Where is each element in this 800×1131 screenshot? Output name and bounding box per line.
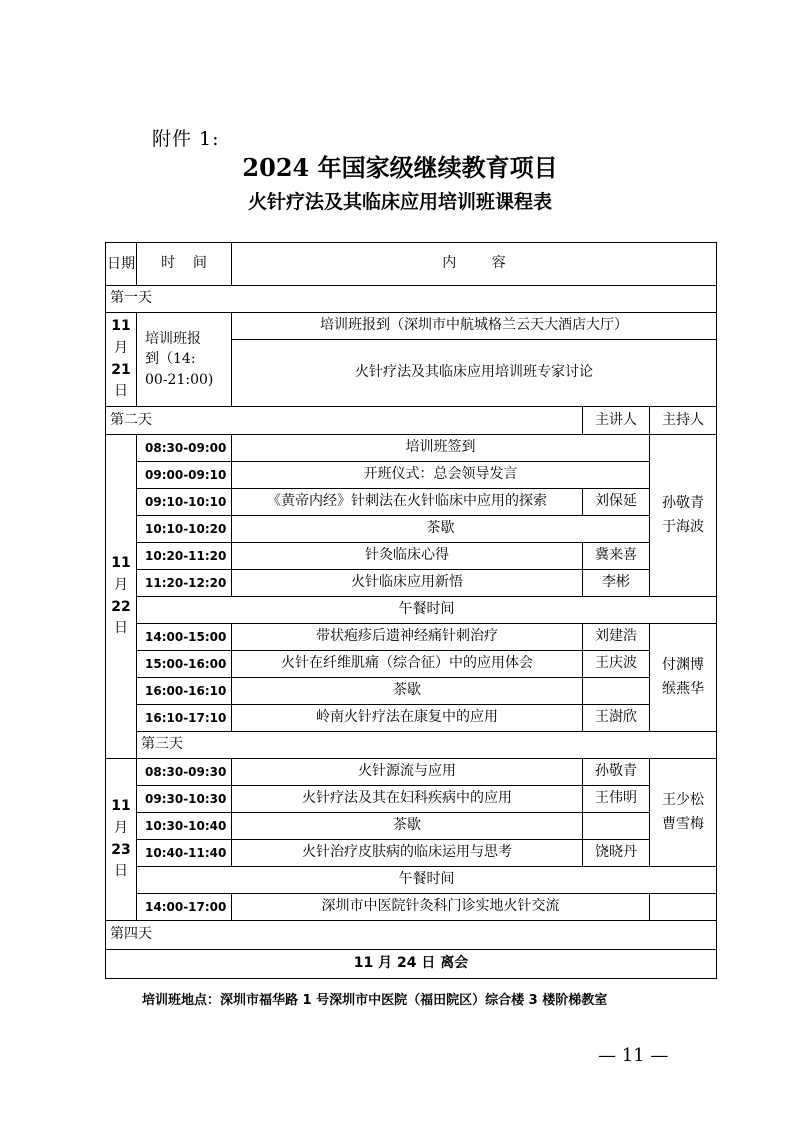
session-topic: 火针治疗皮肤病的临床运用与思考: [232, 840, 583, 867]
session-topic: 培训班签到: [232, 435, 650, 462]
day2-morning-hosts: 孙敬青 于海波: [650, 435, 717, 597]
session-speaker: 冀来喜: [583, 543, 650, 570]
day2-row: [106, 651, 717, 678]
day2-row: [106, 678, 717, 705]
day3-hosts: 王少松 曹雪梅: [650, 759, 717, 867]
session-topic: 火针源流与应用: [232, 759, 583, 786]
day3-row: [106, 759, 717, 786]
day2-row: [106, 543, 717, 570]
day3-date: 11 月 23 日: [106, 759, 137, 921]
day2-row: [106, 705, 717, 732]
header-time: 时 间: [137, 243, 232, 286]
session-topic: 火针临床应用新悟: [232, 570, 583, 597]
day2-date: 11 月 22 日: [106, 435, 137, 759]
day3-label: 第三天: [137, 732, 717, 759]
session-time: 10:40-11:40: [137, 840, 232, 867]
session-time: 08:30-09:00: [137, 435, 232, 462]
day2-label-row: [106, 407, 717, 435]
session-speaker: 刘保延: [583, 489, 650, 516]
day1-row-1: [106, 313, 717, 340]
session-speaker: [583, 813, 650, 840]
session-topic: 开班仪式：总会领导发言: [232, 462, 650, 489]
day3-row: [106, 813, 717, 840]
session-time: 10:30-10:40: [137, 813, 232, 840]
session-speaker: 李彬: [583, 570, 650, 597]
session-topic: 针灸临床心得: [232, 543, 583, 570]
session-topic: 茶歇: [232, 516, 650, 543]
day3-row: [106, 786, 717, 813]
day2-row: [106, 489, 717, 516]
day2-row: [106, 435, 717, 462]
session-topic: 深圳市中医院针灸科门诊实地火针交流: [232, 894, 650, 921]
session-time: 10:10-10:20: [137, 516, 232, 543]
speaker-header: 主讲人: [583, 407, 650, 435]
day3-lunch: 午餐时间: [137, 867, 717, 894]
day2-lunch-row: [106, 597, 717, 624]
session-speaker: 王庆波: [583, 651, 650, 678]
session-time: 14:00-15:00: [137, 624, 232, 651]
day3-row: [106, 840, 717, 867]
session-time: 15:00-16:00: [137, 651, 232, 678]
session-topic: 火针疗法及其在妇科疾病中的应用: [232, 786, 583, 813]
session-time: 09:00-09:10: [137, 462, 232, 489]
day2-lunch: 午餐时间: [137, 597, 717, 624]
schedule-table: [105, 242, 717, 979]
day2-row: [106, 516, 717, 543]
day4-closing-row: [106, 950, 717, 979]
location-note: 培训班地点：深圳市福华路 1 号深圳市中医院（福田院区）综合楼 3 楼阶梯教室: [142, 993, 608, 1008]
session-topic: 茶歇: [232, 813, 583, 840]
day1-date: 11 月 21 日: [106, 313, 137, 407]
day2-row: [106, 624, 717, 651]
day2-row: [106, 462, 717, 489]
day1-time: 培训班报 到（14: 00-21:00): [137, 313, 232, 407]
day1-item-1: 培训班报到（深圳市中航城格兰云天大酒店大厅）: [232, 313, 717, 340]
session-topic: 《黄帝内经》针刺法在火针临床中应用的探索: [232, 489, 583, 516]
day2-row: [106, 570, 717, 597]
session-time: 10:20-11:20: [137, 543, 232, 570]
day1-label-row: [106, 286, 717, 313]
day2-label: 第二天: [106, 407, 583, 435]
session-topic: 茶歇: [232, 678, 583, 705]
session-time: 09:30-10:30: [137, 786, 232, 813]
session-time: 16:10-17:10: [137, 705, 232, 732]
session-speaker: 孙敬青: [583, 759, 650, 786]
session-host-empty: [650, 894, 717, 921]
session-speaker: 王伟明: [583, 786, 650, 813]
session-time: 08:30-09:30: [137, 759, 232, 786]
session-time: 09:10-10:10: [137, 489, 232, 516]
day3-label-row: [106, 732, 717, 759]
session-speaker: 王澍欣: [583, 705, 650, 732]
day4-label-row: [106, 921, 717, 950]
page-number: — 11 —: [598, 1045, 669, 1066]
session-speaker: 刘建浩: [583, 624, 650, 651]
host-header: 主持人: [650, 407, 717, 435]
title-line-2: 火针疗法及其临床应用培训班课程表: [247, 191, 552, 213]
attachment-label: 附件 1:: [152, 128, 220, 150]
session-speaker: [583, 678, 650, 705]
day4-closing: 11 月 24 日 离会: [106, 950, 717, 979]
day1-label: 第一天: [106, 286, 717, 313]
session-time: 11:20-12:20: [137, 570, 232, 597]
header-content: 内 容: [232, 243, 717, 286]
session-topic: 岭南火针疗法在康复中的应用: [232, 705, 583, 732]
header-date: 日期: [106, 243, 137, 286]
session-topic: 火针在纤维肌痛（综合征）中的应用体会: [232, 651, 583, 678]
session-time: 16:00-16:10: [137, 678, 232, 705]
day2-afternoon-hosts: 付渊博 缑燕华: [650, 624, 717, 732]
session-time: 14:00-17:00: [137, 894, 232, 921]
title-line-1: 2024 年国家级继续教育项目: [242, 153, 558, 182]
day4-label: 第四天: [106, 921, 717, 950]
day3-lunch-row: [106, 867, 717, 894]
day3-row: [106, 894, 717, 921]
session-topic: 带状疱疹后遗神经痛针刺治疗: [232, 624, 583, 651]
session-speaker: 饶晓丹: [583, 840, 650, 867]
day1-item-2: 火针疗法及其临床应用培训班专家讨论: [232, 340, 717, 407]
header-row: [106, 243, 717, 286]
